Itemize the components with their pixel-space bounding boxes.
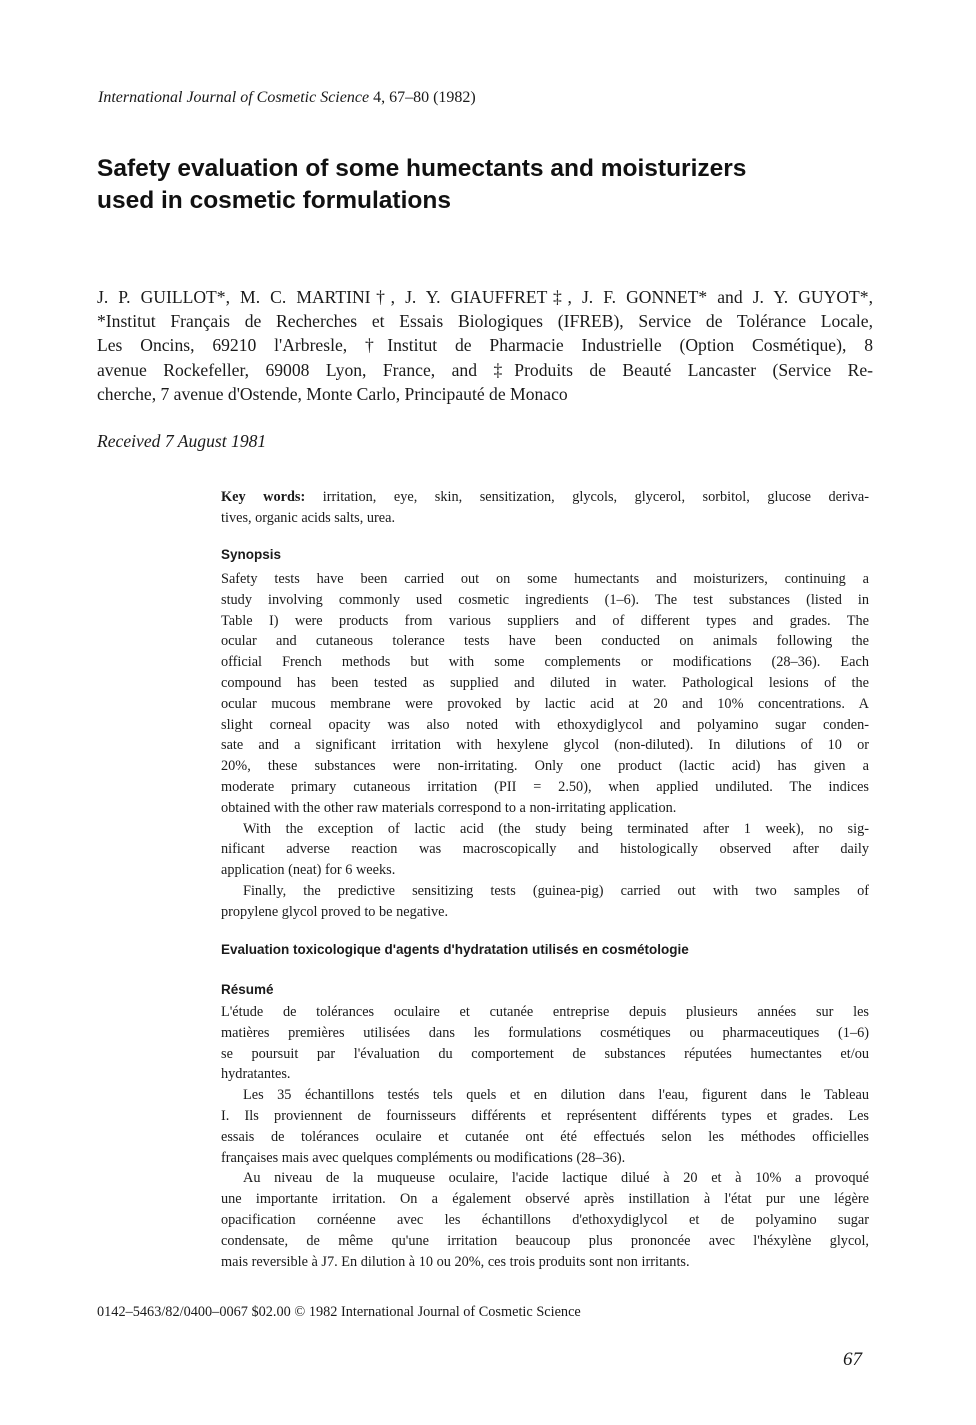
copyright-line: 0142–5463/82/0400–0067 $02.00 © 1982 International Journal of Cosmetic Science (97, 1304, 581, 1320)
resume-line: se poursuit par l'évaluation du comportement de substances réputées humectantes et/ou (221, 1045, 869, 1062)
keywords (221, 487, 869, 529)
author-line: *Institut Français de Recherches et Essais Biologiques (IFREB), Service de Tolérance Locale, (97, 311, 873, 332)
journal-name: International Journal of Cosmetic Science (98, 89, 370, 106)
resume-line: opacification cornéenne avec les échantillons d'ethoxydiglycol et de polyamino sugar (221, 1211, 869, 1228)
synopsis-line: 20%, these substances were non-irritating. Only one product (lactic acid) has given a (221, 758, 869, 775)
author-line: Les Oncins, 69210 l'Arbresle, †Institut de Pharmacie Industrielle (Option Cosmétique), 8 (97, 335, 873, 356)
resume-heading: Résumé (221, 982, 274, 997)
title-line: used in cosmetic formulations (97, 187, 451, 214)
received-date: Received 7 August 1981 (97, 431, 267, 451)
authors-affiliations (97, 285, 873, 406)
resume-line: hydratantes. (221, 1066, 291, 1083)
journal-citation (98, 89, 476, 107)
resume-line: françaises mais avec quelques compléments ou modifications (28–36). (221, 1149, 626, 1166)
resume-line: I. Ils proviennent de fournisseurs différents et représentent différents types et grades. Les (221, 1107, 869, 1124)
synopsis-line: obtained with the other raw materials correspond to a non-irritating application. (221, 799, 677, 816)
synopsis-line: sate and a significant irritation with hexylene glycol (non-diluted). In dilutions of 10 or (221, 737, 869, 754)
french-title: Evaluation toxicologique d'agents d'hydratation utilisés en cosmétologie (221, 942, 689, 957)
synopsis-line: Safety tests have been carried out on some humectants and moisturizers, continuing a (221, 571, 869, 587)
resume-line: matières premières utilisées dans les formulations cosmétiques ou pharmaceutiques (1–6) (221, 1024, 869, 1041)
author-line: avenue Rockefeller, 69008 Lyon, France, and ‡Produits de Beauté Lancaster (Service Re- (97, 359, 873, 380)
author-line: J. P. GUILLOT*, M. C. MARTINI†, J. Y. GIAUFFRET‡, J. F. GONNET* and J. Y. GUYOT*, (97, 287, 873, 307)
resume-line: L'étude de tolérances oculaire et cutanée entreprise depuis plusieurs années sur les (221, 1004, 869, 1020)
journal-volume: 4, 67–80 (1982) (369, 89, 476, 106)
synopsis-line: With the exception of lactic acid (the study being terminated after 1 week), no sig- (243, 820, 869, 837)
article-title (97, 153, 877, 217)
synopsis-line: ocular and cutaneous tolerance tests have been conducted on animals following the (221, 633, 869, 650)
keywords-line: tives, organic acids salts, urea. (221, 509, 396, 526)
synopsis-body (221, 569, 869, 923)
resume-line: Les 35 échantillons testés tels quels et en dilution dans l'eau, figurent dans le Tableau (243, 1087, 869, 1104)
synopsis-line: official French methods but with some complements or modifications (28–36). Each (221, 654, 869, 671)
keywords-line: Key words: irritation, eye, skin, sensitization, glycols, glycerol, sorbitol, glucose deriva- (221, 489, 869, 505)
synopsis-line: application (neat) for 6 weeks. (221, 862, 396, 879)
synopsis-heading: Synopsis (221, 547, 282, 562)
author-line: cherche, 7 avenue d'Ostende, Monte Carlo, Principauté de Monaco (97, 383, 568, 404)
resume-body (221, 1002, 869, 1272)
synopsis-line: Table I) were products from various suppliers and of different types and grades. The (221, 612, 869, 629)
synopsis-line: ocular mucous membrane were provoked by lactic acid at 20 and 10% concentrations. A (221, 695, 869, 712)
synopsis-line: nificant adverse reaction was macroscopically and histologically observed after daily (221, 841, 869, 858)
resume-line: condensate, de même qu'une irritation beaucoup plus prononcée avec l'héxylène glycol, (221, 1232, 869, 1249)
page-number: 67 (843, 1349, 862, 1370)
synopsis-line: slight corneal opacity was also noted with ethoxydiglycol and polyamino sugar conden- (221, 716, 869, 733)
resume-line: mais reversible à J7. En dilution à 10 ou 20%, ces trois produits sont non irritants. (221, 1253, 690, 1270)
synopsis-line: study involving commonly used cosmetic ingredients (1–6). The test substances (listed in (221, 591, 869, 608)
synopsis-line: compound has been tested as supplied and diluted in water. Pathological lesions of the (221, 674, 869, 691)
synopsis-line: Finally, the predictive sensitizing tests (guinea-pig) carried out with two samples of (243, 882, 869, 899)
resume-line: Au niveau de la muqueuse oculaire, l'acide lactique dilué à 20 et à 10% a provoqué (243, 1170, 869, 1187)
synopsis-line: moderate primary cutaneous irritation (PII = 2.50), when applied undiluted. The indices (221, 778, 869, 795)
title-line: Safety evaluation of some humectants and moisturizers (97, 155, 747, 182)
resume-line: essais de tolérances oculaire et cutanée ont été effectués selon les méthodes officielles (221, 1128, 869, 1145)
keywords-label: Key words: (221, 489, 306, 505)
resume-line: une importante irritation. On a également observé après instillation à l'état pur une légère (221, 1191, 869, 1208)
synopsis-line: propylene glycol proved to be negative. (221, 903, 449, 920)
